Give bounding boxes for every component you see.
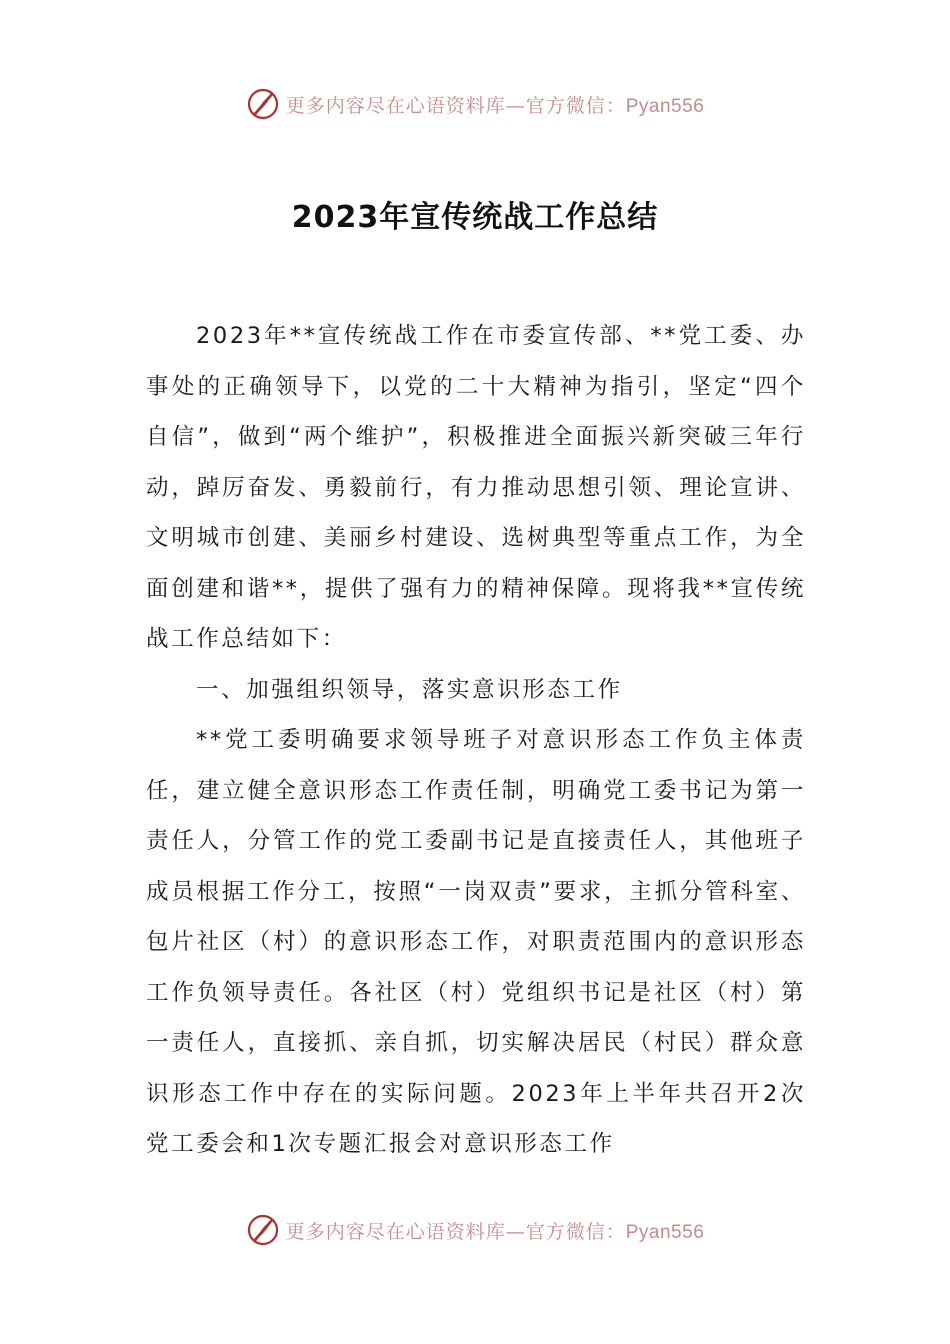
watermark-text-cn: 更多内容尽在心语资料库—官方微信： — [285, 94, 626, 117]
paragraph-intro: 2023年**宣传统战工作在市委宣传部、**党工委、办事处的正确领导下，以党的二十大精神为指引，坚定“四个自信”，做到“两个维护”，积极推进全面振兴新突破三年行动，踔厉奋发、勇毅前行，有力推动思想引领、理论宣讲、文明城市创建、美丽乡村建设、选树典型等重点工作，为全面创建和谐**，提供了强有力的精神保障。现将我**宣传统战工作总结如下： — [146, 323, 806, 652]
paragraph-section-1: **党工委明确要求领导班子对意识形态工作负主体责任，建立健全意识形态工作责任制，明确党工委书记为第一责任人，分管工作的党工委副书记是直接责任人，其他班子成员根据工作分工，按照“一岗双责”要求，主抓分管科室、包片社区（村）的意识形态工作，对职责范围内的意识形态工作负领导责任。各社区（村）党组织书记是社区（村）第一责任人，直接抓、亲自抓，切实解决居民（村民）群众意识形态工作中存在的实际问题。2023年上半年共召开2次党工委会和1次专题汇报会对意识形态工作 — [146, 727, 806, 1157]
quill-pen-logo-icon — [246, 87, 280, 121]
watermark-wechat-id: Pyan556 — [625, 1221, 705, 1243]
document-title: 2023年宣传统战工作总结 — [291, 200, 659, 236]
watermark-text — [286, 1217, 705, 1244]
watermark-banner-top — [0, 84, 950, 124]
watermark-wechat-id: Pyan556 — [625, 95, 705, 117]
watermark-text — [286, 91, 705, 118]
section-heading-1: 一、加强组织领导，落实意识形态工作 — [196, 676, 623, 703]
watermark-banner-bottom — [0, 1210, 950, 1250]
quill-pen-logo-icon — [246, 1213, 280, 1247]
watermark-text-cn: 更多内容尽在心语资料库—官方微信： — [285, 1220, 626, 1243]
document-body — [146, 311, 806, 1170]
